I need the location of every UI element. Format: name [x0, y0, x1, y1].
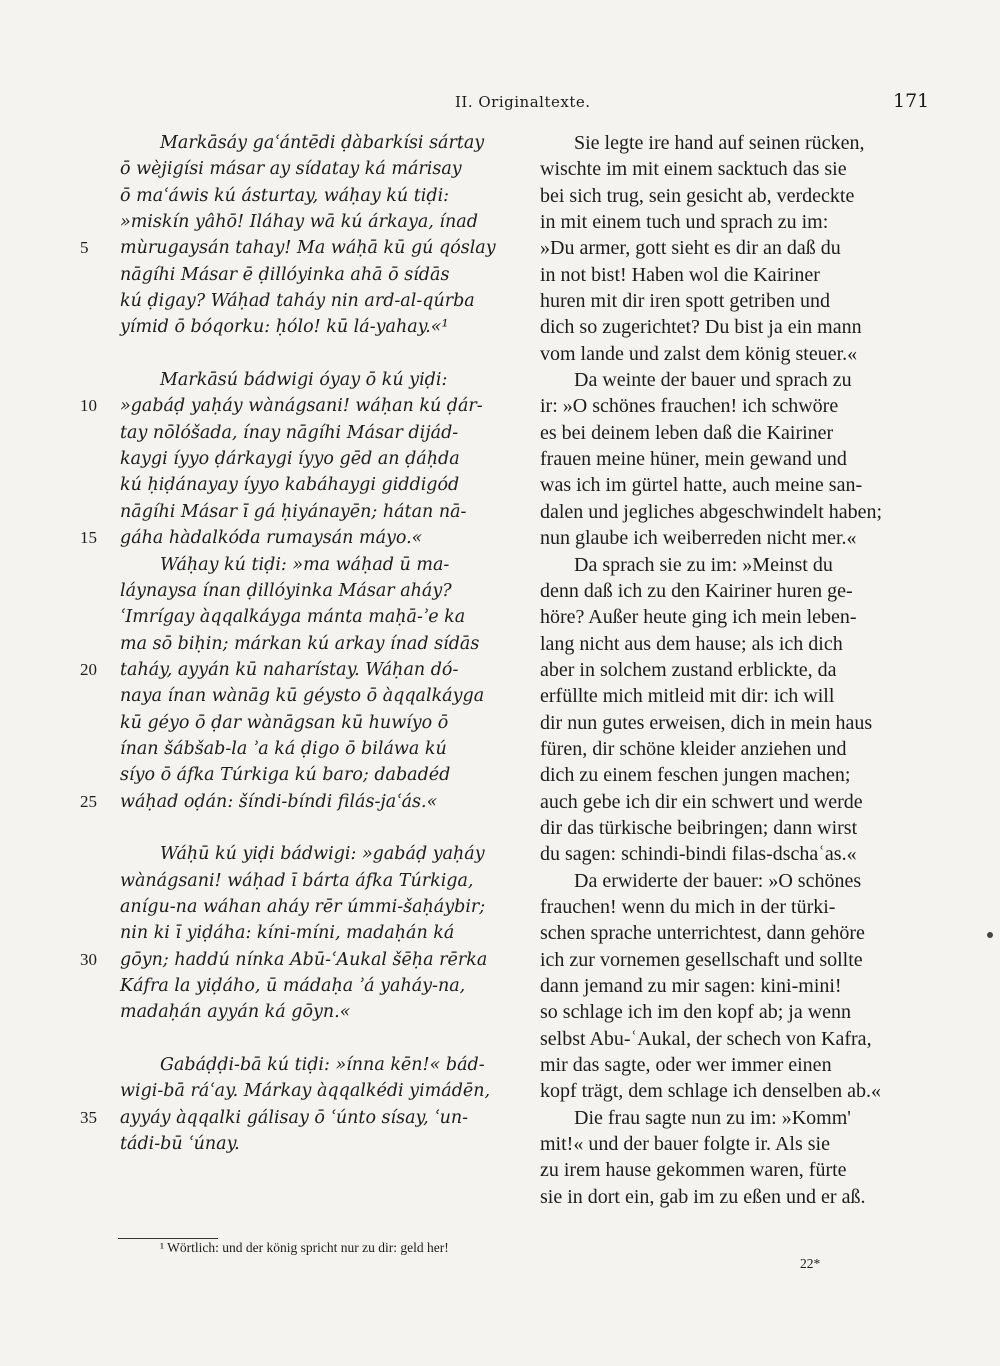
line-text: Markāsú bádwigi óyay ō kú yiḍi: — [160, 370, 448, 391]
line-text: wigi-bā ráʿay. Márkay àqqalkédi yimádēn, — [120, 1081, 491, 1102]
line-text: tádi-bū ʿúnay. — [120, 1134, 240, 1155]
line-text: nāgíhi Másar ē ḍillóyinka ahā ō sídās — [120, 264, 450, 285]
text-line — [80, 762, 515, 788]
line-text: Markāsáy gaʿántēdi ḍàbarkísi sártay — [160, 133, 485, 153]
text-line — [80, 868, 515, 894]
translation-line: höre? Außer heute ging ich mein leben- — [540, 606, 857, 629]
line-text: kū géyo ō ḍar wànāgsan kū huwíyo ō — [120, 712, 449, 733]
line-text: nāgíhi Másar ī gá ḥiyánayēn; hátan nā- — [120, 501, 467, 522]
line-number: 20 — [80, 659, 97, 679]
translation-line: auch gebe ich dir ein schwert und werde — [540, 790, 863, 813]
text-line — [80, 1131, 515, 1157]
text-line — [80, 578, 515, 604]
translation-line: »Du armer, gott sieht es dir an daß du — [540, 237, 841, 260]
text-line — [80, 367, 515, 393]
page-number: 171 — [893, 90, 930, 112]
text-line — [80, 947, 515, 973]
text-line — [80, 631, 515, 657]
translation-line: wischte im mit einem sacktuch das sie — [540, 158, 847, 181]
line-text: kaygi íyyo ḍárkaygi íyyo gēd an ḍáḥda — [120, 449, 460, 470]
translation-line: bei sich trug, sein gesicht ab, verdeckte — [540, 184, 855, 207]
line-number: 10 — [80, 396, 97, 416]
text-line — [80, 288, 515, 314]
translation-line: ich zur vornemen gesellschaft und sollte — [540, 948, 863, 971]
translation-line: erfüllte mich mitleid mit dir: ich will — [540, 685, 835, 708]
text-line — [80, 525, 515, 551]
line-text: naya ínan wànāg kū géysto ō àqqalkáyga — [120, 686, 485, 707]
translation-line: es bei deinem leben daß die Kairiner — [540, 421, 834, 444]
translation-line: in not bist! Haben wol die Kairiner — [540, 263, 820, 286]
footnote-rule — [118, 1238, 218, 1239]
line-number: 15 — [80, 528, 97, 548]
footnote: ¹ Wörtlich: und der könig spricht nur zu dir: geld her! — [160, 1240, 449, 1255]
line-text: madaḥán ayyán ká gōyn.« — [120, 1002, 351, 1023]
translation-line: dich so zugerichtet? Du bist ja ein mann — [540, 316, 862, 339]
translation-line: Die frau sagte nun zu im: »Komm' — [574, 1106, 851, 1129]
translation-line: dann jemand zu mir sagen: kini-mini! — [540, 975, 842, 997]
line-text: ayyáy àqqalki gálisay ō ʿúnto sísay, ʿun- — [120, 1107, 469, 1128]
text-line — [80, 841, 515, 867]
translation-line: ir: »O schönes frauchen! ich schwöre — [540, 395, 839, 418]
text-line — [80, 552, 515, 578]
translation-line: in mit einem tuch und sprach zu im: — [540, 211, 829, 234]
line-number: 5 — [80, 238, 89, 258]
text-line — [80, 446, 515, 472]
text-line — [80, 657, 515, 683]
text-line — [80, 130, 515, 156]
line-text: Káfra la yiḍáho, ū mádaḥa ʾá yaháy-na, — [120, 976, 466, 996]
text-line — [80, 314, 515, 340]
somali-text-column — [80, 130, 515, 1157]
text-line — [80, 393, 515, 419]
translation-line: vom lande und zalst dem könig steuer.« — [540, 342, 858, 365]
text-line — [80, 920, 515, 946]
text-line — [80, 209, 515, 235]
line-text: Gabáḍḍi-bā kú tiḍi: »ínna kēn!« bád- — [160, 1055, 485, 1076]
line-number: 25 — [80, 791, 97, 811]
text-line — [80, 499, 515, 525]
line-number: 30 — [80, 949, 97, 969]
text-line — [80, 683, 515, 709]
text-line — [80, 156, 515, 182]
text-line — [80, 1078, 515, 1104]
line-text: »gabáḍ yaḥáy wànágsani! wáḥan kú ḍár- — [120, 396, 483, 417]
running-header: II. Originaltexte. — [455, 93, 591, 111]
line-text: mùrugaysán tahay! Ma wáḥā kū gú qóslay — [120, 238, 496, 259]
text-line — [80, 999, 515, 1025]
translation-line: sie in dort ein, gab im zu eßen und er aß. — [540, 1185, 866, 1208]
translation-line: dalen und jegliches abgeschwindelt haben; — [540, 500, 883, 523]
translation-line: füren, dir schöne kleider anziehen und — [540, 737, 847, 760]
translation-line: mir das sagte, oder wer immer einen — [540, 1054, 832, 1077]
line-text: wáḥad oḍán: šíndi-bíndi filás-jaʿás.« — [120, 791, 438, 812]
text-line — [80, 736, 515, 762]
paragraph-gap — [80, 815, 515, 841]
translation-line: aber in solchem zustand erblickte, da — [540, 658, 837, 681]
line-text: láynaysa ínan ḍillóyinka Másar aháy? — [120, 580, 452, 601]
translation-line: selbst Abu-ʿAukal, der schech von Kafra, — [540, 1027, 872, 1050]
line-text: ma sō biḥin; márkan kú arkay ínad sídās — [120, 633, 480, 654]
translation-line: frauen meine hüner, mein gewand und — [540, 448, 847, 471]
text-line — [80, 420, 515, 446]
translation-line: huren mit dir iren spott getriben und — [540, 290, 830, 313]
translation-line: mit!« und der bauer folgte ir. Als sie — [540, 1133, 830, 1156]
line-text: yímid ō bóqorku: ḥólo! kū lá-yahay.«¹ — [120, 317, 449, 338]
german-translation-column — [540, 130, 940, 1210]
translation-line: nun glaube ich weiberreden nicht mer.« — [540, 527, 857, 550]
line-text: ʿImrígay àqqalkáyga mánta maḥā-ʾe ka — [120, 607, 466, 628]
signature-mark: 22* — [800, 1256, 821, 1271]
text-line — [80, 604, 515, 630]
translation-line: dich zu einem feschen jungen machen; — [540, 764, 851, 787]
line-text: kú ḥiḍánayay íyyo kabáhaygi giddigód — [120, 475, 460, 496]
line-text: ō maʿáwis kú ásturtay, wáḥay kú tiḍi: — [120, 185, 450, 206]
translation-line: zu irem hause gekommen waren, fürte — [540, 1159, 847, 1182]
text-line — [80, 1105, 515, 1131]
translation-line: lang nicht aus dem hause; als ich dich — [540, 632, 843, 655]
line-text: kú ḍigay? Wáḥad taháy nin ard-al-qúrba — [120, 291, 475, 312]
translation-line: du sagen: schindi-bindi filas-dschaʿas.« — [540, 843, 857, 866]
line-text: taháy, ayyán kū naharístay. Wáḥan dó- — [120, 659, 459, 680]
translation-line: frauchen! wenn du mich in der türki- — [540, 895, 836, 918]
translation-line: Da erwiderte der bauer: »O schönes — [574, 869, 862, 892]
text-line — [80, 973, 515, 999]
translation-line: so schlage ich im den kopf ab; ja wenn — [540, 1001, 852, 1024]
paragraph-gap — [80, 1026, 515, 1052]
line-text: Wáḥay kú tiḍi: »ma wáḥad ū ma- — [160, 554, 450, 575]
text-line — [80, 710, 515, 736]
line-number: 35 — [80, 1107, 97, 1127]
line-text: wànágsani! wáḥad ī bárta áfka Túrkiga, — [120, 870, 474, 891]
line-text: »miskín yâhō! Iláhay wā kú árkaya, ínad — [120, 212, 478, 233]
text-line — [80, 894, 515, 920]
ink-spot — [987, 932, 993, 938]
text-line — [80, 235, 515, 261]
translation-line: Da sprach sie zu im: »Meinst du — [574, 553, 833, 576]
line-text: ō wèjigísi másar ay sídatay ká márisay — [120, 159, 462, 180]
text-line — [80, 262, 515, 288]
line-text: ínan šábšab-la ʾa ká ḍigo ō biláwa kú — [120, 738, 447, 759]
translation-line: dir das türkische beibringen; dann wirst — [540, 816, 858, 839]
line-text: gáha hàdalkóda rumaysán máyo.« — [120, 528, 423, 549]
translation-line: was ich im gürtel hatte, auch meine san- — [540, 474, 863, 497]
line-text: nin ki ī yiḍáha: kíni-míni, madaḥán ká — [120, 923, 455, 944]
line-text: gōyn; haddú nínka Abū-ʿAukal šēḥa rērka — [120, 949, 488, 970]
translation-line: schen sprache unterrichtest, dann gehöre — [540, 922, 865, 945]
text-line — [80, 183, 515, 209]
paragraph-gap — [80, 341, 515, 367]
translation-line: kopf trägt, dem schlage ich denselben ab.« — [540, 1080, 881, 1103]
text-line — [80, 789, 515, 815]
line-text: anígu-na wáhan aháy rēr úmmi-šaḥáybir; — [120, 896, 486, 917]
translation-line: Da weinte der bauer und sprach zu — [574, 369, 852, 392]
line-text: síyo ō áfka Túrkiga kú baro; dabadéd — [120, 765, 451, 786]
translation-line: Sie legte ire hand auf seinen rücken, — [574, 132, 865, 154]
translation-line: dir nun gutes erweisen, dich in mein haus — [540, 711, 873, 734]
text-line — [80, 1052, 515, 1078]
translation-line: denn daß ich zu den Kairiner huren ge- — [540, 579, 853, 602]
line-text: tay nōlóšada, ínay nāgíhi Másar dijád- — [120, 422, 459, 443]
line-text: Wáḥū kú yiḍi bádwigi: »gabáḍ yaḥáy — [160, 844, 485, 865]
text-line — [80, 472, 515, 498]
